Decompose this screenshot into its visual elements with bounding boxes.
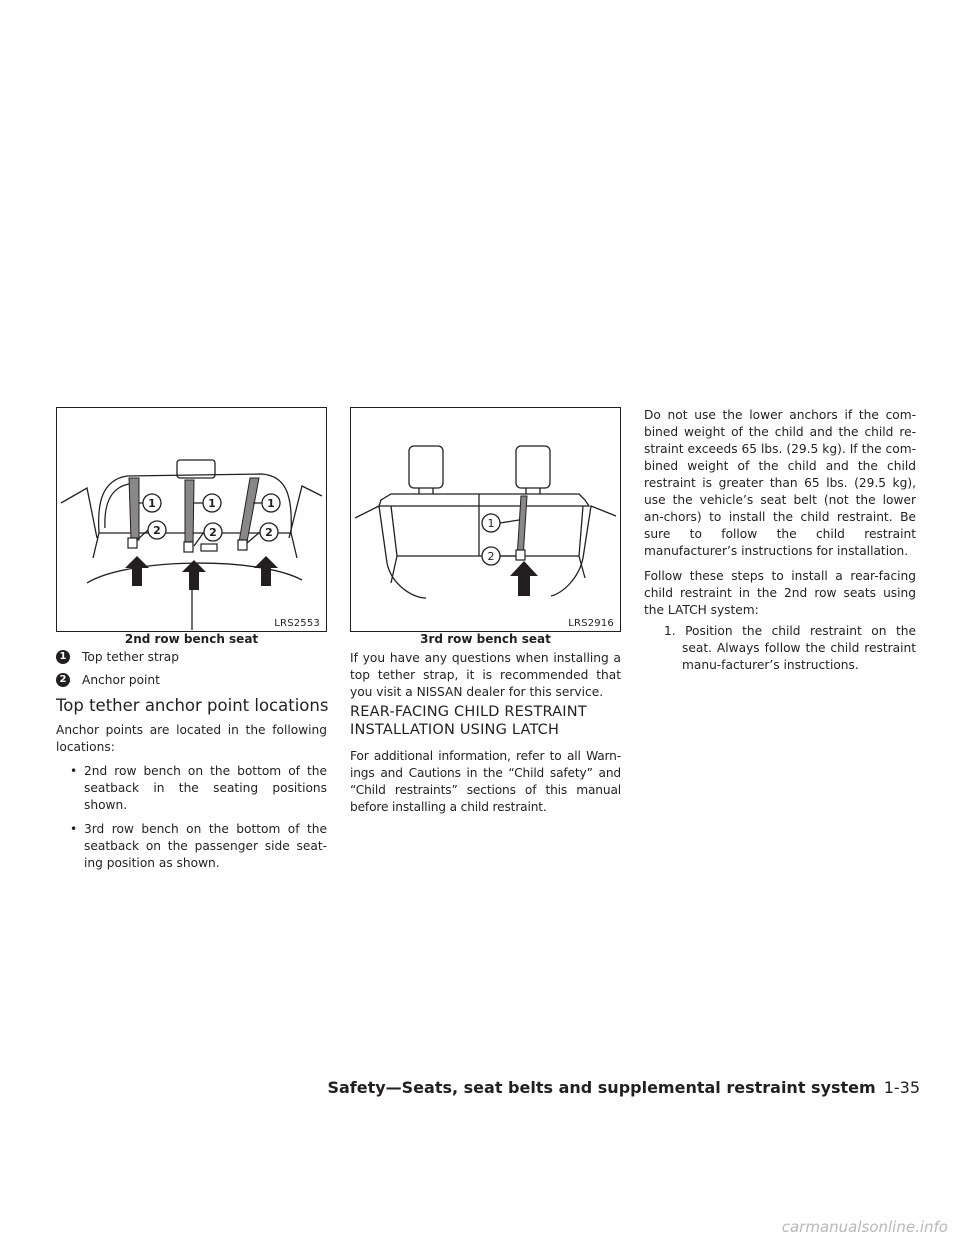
legend-label: Top tether strap bbox=[82, 650, 179, 664]
step-item: 1. Position the child restraint on the seat. Always follow the child restraint manu-facturer’s instructions. bbox=[664, 624, 916, 672]
legend-item-anchor-point bbox=[56, 673, 160, 687]
legend-number: 2 bbox=[56, 673, 70, 687]
figure-code: LRS2916 bbox=[568, 618, 614, 629]
callout-2-left: 2 bbox=[153, 524, 161, 537]
legend-label: Anchor point bbox=[82, 673, 160, 687]
legend-number: 1 bbox=[56, 650, 70, 664]
figure-caption: 2nd row bench seat bbox=[124, 632, 259, 646]
figure-2nd-row bbox=[56, 407, 327, 632]
callout-2-center: 2 bbox=[209, 526, 217, 539]
bullet-list bbox=[56, 763, 327, 872]
column-1-body bbox=[56, 722, 327, 879]
seat-illustration-3rd-row bbox=[351, 408, 620, 631]
section-heading: Top tether anchor point locations bbox=[56, 696, 329, 715]
callout-1-center: 1 bbox=[208, 497, 216, 510]
figure-3rd-row bbox=[350, 407, 621, 632]
column-3-body bbox=[644, 407, 916, 674]
tether-dealer-paragraph: If you have any questions when installing a top tether strap, it is recommended that you visit a NISSAN dealer for this service. bbox=[350, 651, 621, 699]
callout-2: 2 bbox=[487, 550, 495, 563]
arrow-up bbox=[510, 561, 538, 596]
latch-intro-paragraph: For additional information, refer to all Warn-ings and Cautions in the “Child safety” and “Child restraints” sections of this manual before installing a child restraint. bbox=[350, 749, 621, 814]
steps-intro-paragraph: Follow these steps to install a rear-facing child restraint in the 2nd row seats using the LATCH system: bbox=[644, 569, 916, 617]
latch-section-heading: REAR-FACING CHILD RESTRAINT INSTALLATION USING LATCH bbox=[350, 704, 587, 738]
figure-caption: 3rd row bench seat bbox=[420, 632, 551, 646]
page-number: 1-35 bbox=[883, 1078, 920, 1097]
figure-code: LRS2553 bbox=[274, 618, 320, 629]
callout-1: 1 bbox=[487, 517, 495, 530]
callout-2-right: 2 bbox=[265, 526, 273, 539]
list-item: • 3rd row bench on the bottom of the seatback on the passenger side seat-ing position as shown. bbox=[56, 821, 327, 872]
legend-item-top-tether-strap bbox=[56, 650, 179, 664]
weight-limit-paragraph: Do not use the lower anchors if the com-bined weight of the child and the child re-straint exceeds 65 lbs. (29.5 kg). If the com-bined weight of the child and the child restraint is greater than 65 lbs. (29.5 kg), use the vehicle’s seat belt (not the lower an-chors) to install the child restraint. Be sure to follow the child restraint manufacturer’s instructions for installation. bbox=[644, 408, 916, 558]
arrow-left bbox=[125, 556, 149, 586]
footer-title: Safety—Seats, seat belts and supplemental restraint system bbox=[327, 1078, 876, 1097]
seat-illustration-2nd-row bbox=[57, 408, 326, 631]
page-footer bbox=[327, 1078, 920, 1097]
list-item: • 2nd row bench on the bottom of the seatback in the seating positions shown. bbox=[56, 763, 327, 814]
intro-paragraph: Anchor points are located in the following locations: bbox=[56, 723, 327, 754]
callout-1-left: 1 bbox=[148, 497, 156, 510]
callout-1-right: 1 bbox=[267, 497, 275, 510]
arrow-center bbox=[182, 560, 206, 590]
watermark: carmanualsonline.info bbox=[781, 1218, 948, 1236]
